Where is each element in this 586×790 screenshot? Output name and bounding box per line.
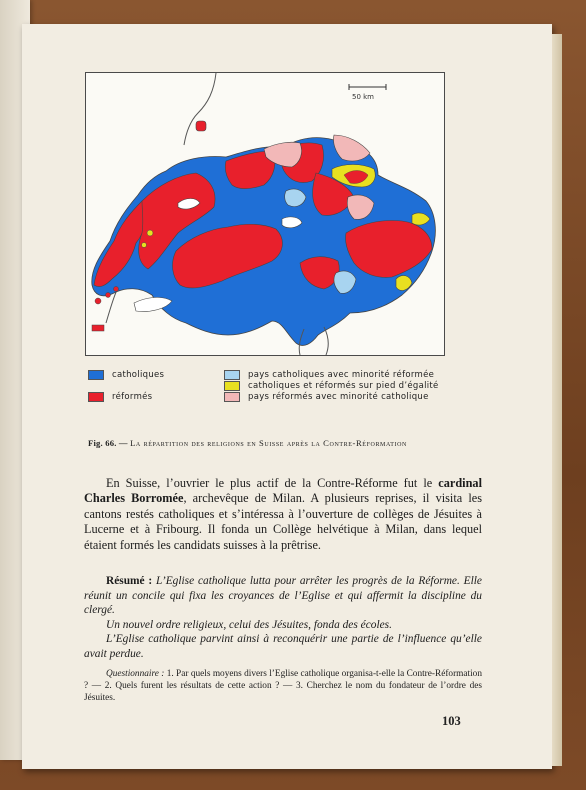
paragraph-text: En Suisse, l’ouvrier le plus actif de la Contre-Réforme fut le — [106, 476, 439, 490]
summary-text: L’Eglise catholique lutta pour arrêter les progrès de la Réforme. Elle réunit un concile qui fixa les croyances de l’Eglise et qui affermit la discipline du clergé. — [84, 575, 482, 617]
legend-item — [224, 392, 429, 402]
legend-item — [88, 392, 152, 402]
legend-swatch — [224, 392, 240, 402]
legend-label: pays catholiques avec minorité réformée — [248, 370, 435, 380]
figure-number: Fig. 66. — — [88, 438, 128, 448]
legend-swatch — [88, 392, 104, 402]
page-number: 103 — [442, 714, 461, 728]
summary-text: Un nouvel ordre religieux, celui des Jésuites, fonda des écoles. — [106, 618, 392, 631]
map-legend — [88, 370, 468, 420]
book-page — [22, 24, 552, 769]
summary-text: L’Eglise catholique parvint ainsi à reconquérir une partie de l’influence qu’elle avait perdue. — [84, 633, 482, 660]
legend-item — [224, 370, 434, 380]
legend-label: pays réformés avec minorité catholique — [248, 392, 429, 402]
main-paragraph — [84, 476, 482, 553]
questionnaire-text: 1. Par quels moyens divers l’Eglise catholique organisa-t-elle la Contre-Réformation ? — 2. Quels furent les résultats de cette action ? — 3. Cherchez le nom du fondateur de l’ordre des Jésuites. — [84, 669, 482, 703]
switzerland-religion-map — [85, 72, 445, 356]
questionnaire-label: Questionnaire : — [106, 669, 165, 679]
bold-name: cardinal Charles Borromée — [84, 476, 482, 506]
figure-caption — [88, 438, 484, 448]
legend-item — [88, 370, 164, 380]
legend-label: réformés — [112, 392, 153, 402]
legend-swatch — [88, 370, 104, 380]
figure-title: La répartition des religions en Suisse après la Contre-Réformation — [130, 438, 407, 448]
page-stack-edge — [552, 34, 562, 766]
legend-swatch — [224, 370, 240, 380]
legend-swatch — [224, 381, 240, 391]
scale-label: 50 km — [352, 93, 375, 101]
map-drawing — [86, 73, 444, 355]
river-line — [184, 73, 216, 145]
summary-label: Résumé : — [106, 575, 153, 587]
paragraph-text: , archevêque de Milan. A plusieurs reprises, il visita les cantons restés catholiques et s’intéressa à l’ouverture de collèges de Jésuites à Lucerne et à Fribourg. Il fonda un Collège helvétique à Milan, dans lequel étaient formés les candidats suisses à la prêtrise. — [84, 491, 482, 552]
reformed-enclave — [196, 121, 206, 131]
legend-label: catholiques — [112, 370, 165, 380]
summary-section — [84, 574, 482, 662]
legend-label: catholiques et réformés sur pied d’égalité — [248, 381, 439, 391]
questionnaire — [84, 668, 482, 704]
legend-item — [224, 381, 439, 391]
